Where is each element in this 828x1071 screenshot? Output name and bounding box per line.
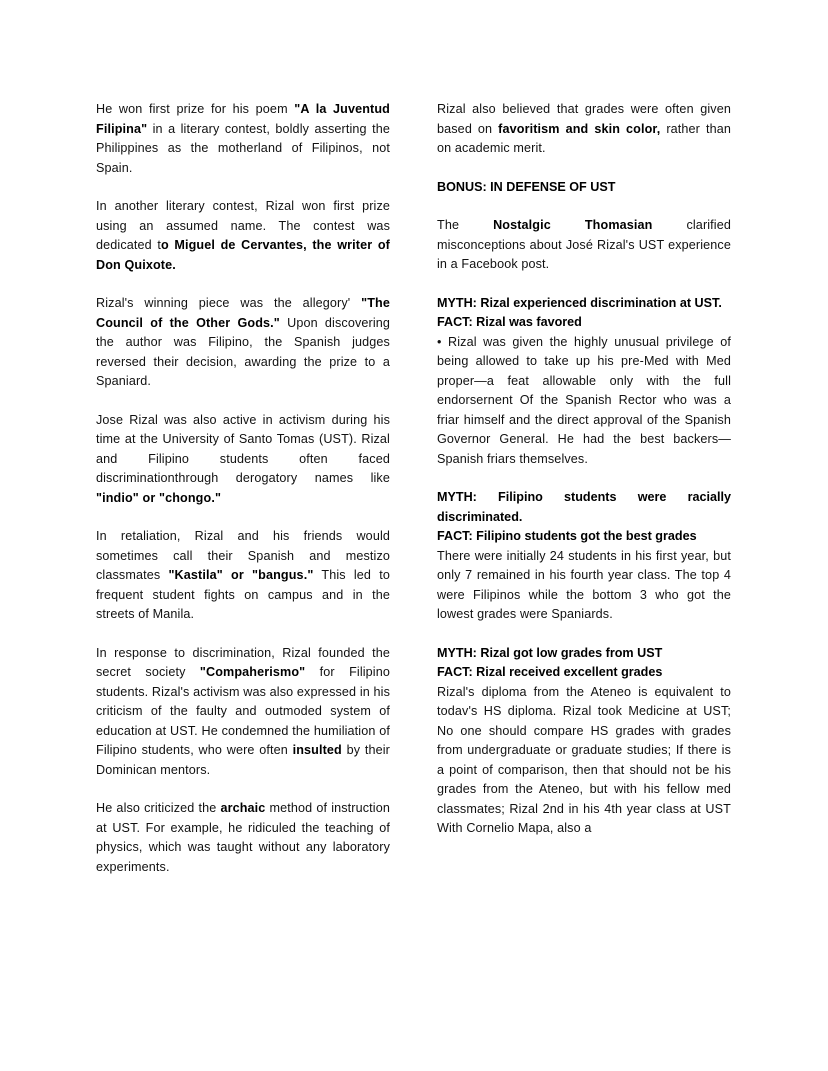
bold-run: o Miguel de Cervantes, the writer of Don Quixote. bbox=[96, 238, 390, 272]
text-run: by their Dominican mentors. bbox=[96, 743, 390, 777]
right-column bbox=[437, 100, 731, 839]
bold-run: archaic bbox=[220, 801, 266, 815]
paragraph bbox=[96, 100, 390, 178]
myth-line: MYTH: Rizal got low grades from UST bbox=[437, 645, 663, 660]
text-run: Rizal also believed that grades were often given based on bbox=[437, 102, 731, 136]
paragraph bbox=[437, 100, 731, 159]
text-run: This led to frequent student fights on campus and in the streets of Manila. bbox=[96, 568, 391, 621]
text-run: Rizal's winning piece was the allegory' bbox=[96, 296, 362, 310]
text-run: In response to discrimination, Rizal founded the secret society bbox=[96, 645, 390, 679]
paragraph bbox=[96, 411, 390, 509]
text-run: method of instruction at UST. For example, he ridiculed the teaching of physics, which was taught without any laboratory experiments. bbox=[96, 801, 390, 874]
myth-fact-block bbox=[437, 644, 731, 839]
myth-fact-block bbox=[437, 488, 731, 625]
paragraph bbox=[96, 527, 390, 625]
text-run: There were initially 24 students in his first year, but only 7 remained in his fourth year class. The top 4 were Filipinos while the bottom 3 who got the lowest grades were Spaniards. bbox=[437, 548, 731, 621]
bold-run: insulted bbox=[292, 743, 342, 757]
fact-line: FACT: Filipino students got the best grades bbox=[437, 529, 697, 543]
fact-line: FACT: Rizal was favored bbox=[437, 315, 582, 329]
fact-line: FACT: Rizal received excellent grades bbox=[437, 665, 663, 679]
bold-run: favoritism and skin color, bbox=[498, 121, 661, 136]
bold-run: "The Council of the Other Gods." bbox=[96, 296, 390, 330]
text-run: clarified misconceptions about José Rizal's UST experience in a Facebook post. bbox=[437, 218, 731, 271]
bold-run: "Kastila" or "bangus." bbox=[168, 568, 314, 582]
text-run: • Rizal was given the highly unusual privilege of being allowed to take up his pre-Med with Med proper—a feat allowable only with the full endorsernent Of the Spanish Rector who was a friar himself and the direct approval of the Spanish Governor General. He had the best backers—Spanish friars themselves. bbox=[437, 334, 731, 466]
text-run: rather than on academic merit. bbox=[437, 121, 731, 155]
two-column-body bbox=[96, 100, 731, 877]
text-run: The bbox=[437, 218, 494, 232]
text-run: Rizal's diploma from the Ateneo is equivalent to todav's HS diploma. Rizal took Medicine at UST; No one should compare HS grades with grades from undergraduate or graduate studies; If there is a point of comparison, then that should not be his grades from the Ateneo, but with his fellow med classmates; Rizal 2nd in his 4th year class at UST With Cornelio Mapa, also a bbox=[437, 684, 731, 835]
text-run: for Filipino students. Rizal's activism was also expressed in his criticism of the faulty and outmoded system of education at UST. He condemned the humiliation of Filipino students, who were often bbox=[96, 665, 390, 757]
text-run: In retaliation, Rizal and his friends would sometimes call their Spanish and mestizo classmates bbox=[96, 529, 390, 582]
myth-fact-body bbox=[437, 547, 731, 625]
myth-line: MYTH: Filipino students were racially discriminated. bbox=[437, 490, 731, 524]
myth-fact-block bbox=[437, 294, 731, 470]
paragraph bbox=[437, 216, 731, 275]
myth-fact-body bbox=[437, 333, 731, 470]
text-run: Jose Rizal was also active in activism during his time at the University of Santo Tomas (UST). Rizal and Filipino students often faced discriminationthrough derogatory names like bbox=[96, 412, 390, 485]
text-run: in a literary contest, boldly asserting the Philippines as the motherland of Filipinos, not Spain. bbox=[96, 121, 390, 175]
paragraph bbox=[96, 799, 390, 877]
bold-run: Nostalgic Thomasian bbox=[493, 218, 653, 232]
paragraph bbox=[96, 644, 390, 781]
myth-line: MYTH: Rizal experienced discrimination at UST. bbox=[437, 295, 722, 310]
paragraph bbox=[96, 294, 390, 392]
text-run: He also criticized the bbox=[96, 801, 221, 815]
bold-run: "Compaherismo" bbox=[199, 665, 306, 679]
bold-run: "indio" or "chongo." bbox=[96, 490, 222, 505]
text-run: Upon discovering the author was Filipino, the Spanish judges reversed their decision, awarding the prize to a Spaniard. bbox=[96, 315, 391, 388]
text-run: He won first prize for his poem bbox=[96, 102, 295, 116]
text-run: In another literary contest, Rizal won first prize using an assumed name. The contest was dedicated t bbox=[96, 199, 390, 252]
left-column bbox=[96, 100, 390, 877]
section-heading: BONUS: IN DEFENSE OF UST bbox=[437, 179, 616, 194]
bold-run: "A la Juventud Filipina" bbox=[96, 102, 391, 136]
paragraph bbox=[96, 197, 390, 275]
myth-fact-body bbox=[437, 683, 731, 839]
